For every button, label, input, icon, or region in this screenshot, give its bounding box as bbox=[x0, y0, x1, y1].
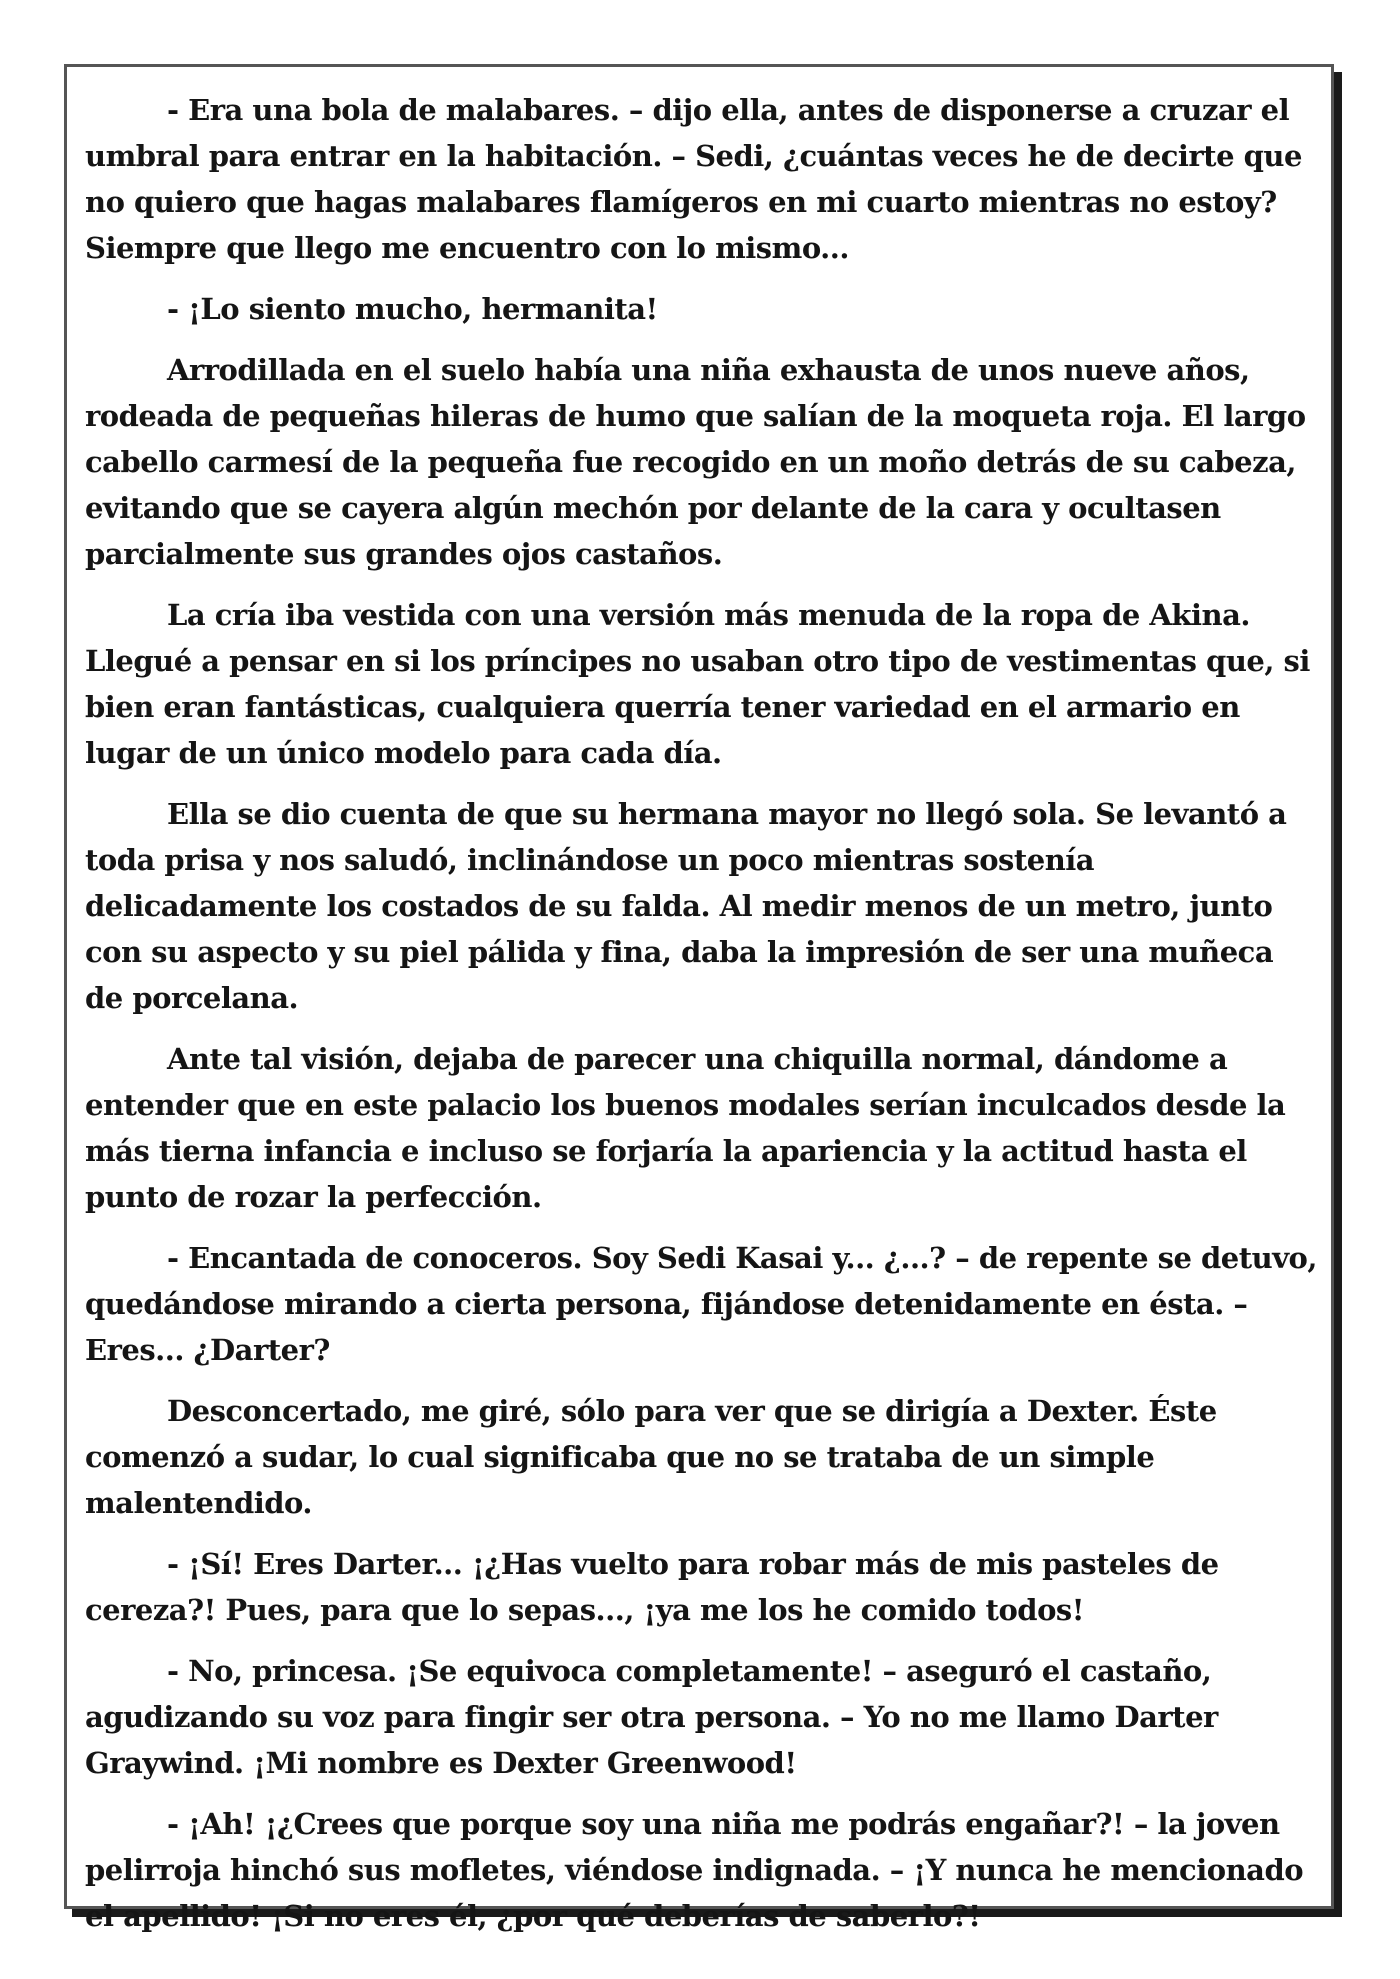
paragraph: - ¡Ah! ¡¿Crees que porque soy una niña me podrás engañar?! – la joven pelirroja hinchó sus mofletes, viéndose indignada. – ¡Y nunca he mencionado el apellido! ¡Si no eres él, ¿por qué deberías de saberlo?! bbox=[85, 1807, 1304, 1933]
paragraph: - Encantada de conoceros. Soy Sedi Kasai y... ¿...? – de repente se detuvo, quedándose mirando a cierta persona, fijándose detenidamente en ésta. – Eres... ¿Darter? bbox=[85, 1241, 1317, 1367]
document-body bbox=[85, 87, 1317, 1954]
paragraph: - No, princesa. ¡Se equivoca completamente! – aseguró el castaño, agudizando su voz para fingir ser otra persona. – Yo no me llamo Darter Graywind. ¡Mi nombre es Dexter Greenwood! bbox=[85, 1654, 1218, 1780]
paragraph: - ¡Sí! Eres Darter... ¡¿Has vuelto para robar más de mis pasteles de cereza?! Pues, para que lo sepas..., ¡ya me los he comido todos! bbox=[85, 1547, 1219, 1627]
paragraph: La cría iba vestida con una versión más menuda de la ropa de Akina. Llegué a pensar en si los príncipes no usaban otro tipo de vestimentas que, si bien eran fantásticas, cualquiera querría tener variedad en el armario en lugar de un único modelo para cada día. bbox=[85, 598, 1310, 770]
paragraph: Arrodillada en el suelo había una niña exhausta de unos nueve años, rodeada de pequeñas hileras de humo que salían de la moqueta roja. El largo cabello carmesí de la pequeña fue recogido en un moño detrás de su cabeza, evitando que se cayera algún mechón por delante de la cara y ocultasen parcialmente sus grandes ojos castaños. bbox=[85, 353, 1306, 571]
paragraph: Ella se dio cuenta de que su hermana mayor no llegó sola. Se levantó a toda prisa y nos saludó, inclinándose un poco mientras sostenía delicadamente los costados de su falda. Al medir menos de un metro, junto con su aspecto y su piel pálida y fina, daba la impresión de ser una muñeca de porcelana. bbox=[85, 797, 1287, 1015]
paragraph: - ¡Lo siento mucho, hermanita! bbox=[167, 292, 658, 326]
page-frame bbox=[64, 64, 1334, 1933]
paragraph: Ante tal visión, dejaba de parecer una chiquilla normal, dándome a entender que en este palacio los buenos modales serían inculcados desde la más tierna infancia e incluso se forjaría la apariencia y la actitud hasta el punto de rozar la perfección. bbox=[85, 1042, 1286, 1214]
paragraph: Desconcertado, me giré, sólo para ver que se dirigía a Dexter. Éste comenzó a sudar, lo cual significaba que no se trataba de un simple malentendido. bbox=[85, 1394, 1217, 1520]
paragraph: - Era una bola de malabares. – dijo ella, antes de disponerse a cruzar el umbral para entrar en la habitación. – Sedi, ¿cuántas veces he de decirte que no quiero que hagas malabares flamígeros en mi cuarto mientras no estoy? Siempre que llego me encuentro con lo mismo... bbox=[85, 93, 1302, 265]
